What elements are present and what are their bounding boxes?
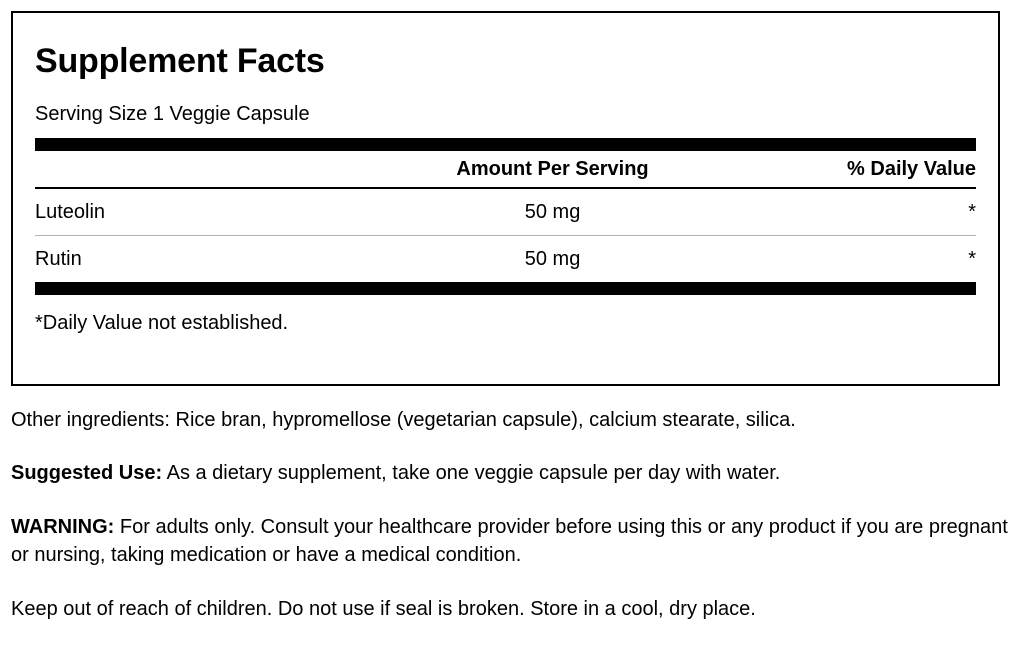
warning-label: WARNING: — [11, 515, 115, 538]
warning-paragraph — [11, 513, 1011, 570]
table-header-row — [35, 151, 976, 187]
divider-thick-top — [35, 138, 976, 151]
nutrient-name: Luteolin — [35, 200, 106, 223]
suggested-use-label: Suggested Use: — [11, 462, 163, 485]
page-title: Supplement Facts — [35, 42, 325, 80]
other-ingredients-label: Other ingredients: — [11, 409, 170, 431]
header-amount-per-serving: Amount Per Serving — [456, 157, 649, 180]
suggested-use-paragraph — [11, 459, 1011, 487]
label-body-text — [11, 406, 1011, 648]
nutrient-amount: 50 mg — [524, 200, 581, 223]
table-row — [35, 236, 976, 282]
storage-paragraph: Keep out of reach of children. Do not use if seal is broken. Store in a cool, dry place. — [11, 597, 756, 620]
serving-size-text: Serving Size 1 Veggie Capsule — [35, 103, 310, 126]
header-daily-value: % Daily Value — [847, 157, 976, 180]
warning-text: For adults only. Consult your healthcare provider before using this or any product if you are pregnant or nursing, taking medication or have a medical condition. — [11, 515, 1008, 567]
daily-value-footnote: *Daily Value not established. — [35, 312, 289, 335]
nutrient-amount: 50 mg — [524, 247, 581, 270]
nutrition-rows-2 — [35, 236, 976, 282]
other-ingredients-text: Rice bran, hypromellose (vegetarian capsule), calcium stearate, silica. — [169, 409, 796, 431]
nutrient-name: Rutin — [35, 247, 82, 270]
supplement-facts-panel — [11, 11, 1000, 386]
header-blank — [35, 151, 346, 187]
nutrient-daily-value: * — [968, 201, 976, 224]
suggested-use-text: As a dietary supplement, take one veggie capsule per day with water. — [162, 462, 781, 485]
other-ingredients-paragraph — [11, 406, 1011, 434]
table-row — [35, 189, 976, 235]
nutrient-daily-value: * — [968, 248, 976, 271]
nutrition-table — [35, 151, 976, 187]
nutrition-rows — [35, 189, 976, 235]
divider-thick-bottom — [35, 282, 976, 295]
